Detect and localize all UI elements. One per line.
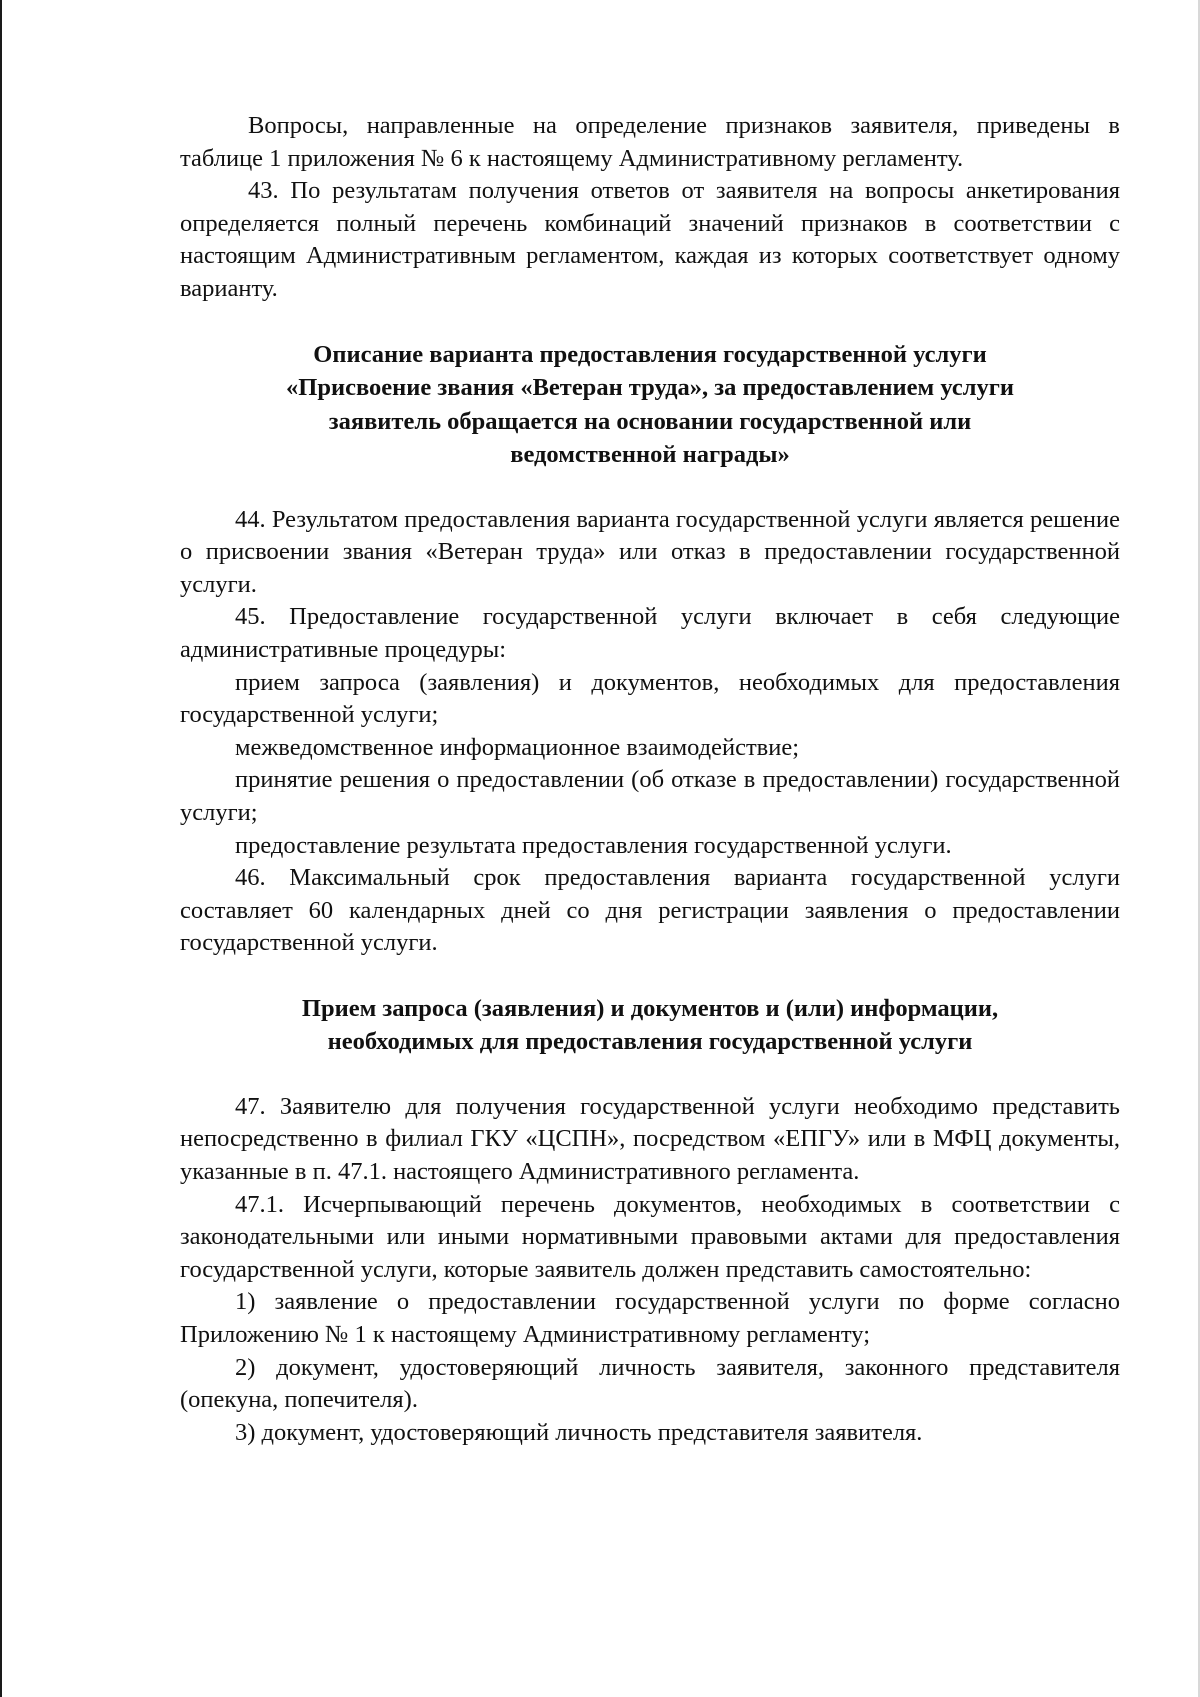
document-body bbox=[180, 110, 1120, 1449]
paragraph-45: 45. Предоставление государственной услуги включает в себя следующие административные процедуры: bbox=[180, 603, 1120, 663]
paragraph-questions-intro: Вопросы, направленные на определение признаков заявителя, приведены в таблице 1 приложения № 6 к настоящему Административному регламенту. bbox=[180, 112, 1120, 172]
section-title-line: ведомственной награды» bbox=[510, 441, 790, 469]
section-title-line: «Присвоение звания «Ветеран труда», за предоставлением услуги bbox=[286, 374, 1014, 402]
section-title-line: Прием запроса (заявления) и документов и (или) информации, bbox=[301, 994, 999, 1022]
document-list-item-3: 3) документ, удостоверяющий личность представителя заявителя. bbox=[235, 1418, 923, 1446]
section-title-line: заявитель обращается на основании государственной или bbox=[328, 407, 972, 435]
procedure-item-reception: прием запроса (заявления) и документов, необходимых для предоставления государственной услуги; bbox=[180, 668, 1120, 729]
section-title-line: Описание варианта предоставления государственной услуги bbox=[313, 340, 987, 368]
procedure-item-result: предоставление результата предоставления государственной услуги. bbox=[235, 831, 952, 859]
section-title-variant-description bbox=[180, 338, 1120, 472]
document-list-item-1: 1) заявление о предоставлении государственной услуги по форме согласно Приложению № 1 к настоящему Административному регламенту; bbox=[180, 1288, 1120, 1349]
section-title-line: необходимых для предоставления государственной услуги bbox=[327, 1028, 973, 1056]
section-title-request-reception bbox=[180, 992, 1120, 1059]
paragraph-46: 46. Максимальный срок предоставления варианта государственной услуги составляет 60 календарных дней со дня регистрации заявления о предоставлении государственной услуги. bbox=[180, 864, 1120, 957]
paragraph-43: 43. По результатам получения ответов от заявителя на вопросы анкетирования определяется полный перечень комбинаций значений признаков в соответствии с настоящим Административным регламентом, каждая из которых соответствует одному варианту. bbox=[180, 177, 1120, 302]
paragraph-44: 44. Результатом предоставления варианта государственной услуги является решение о присвоении звания «Ветеран труда» или отказ в предоставлении государственной услуги. bbox=[180, 505, 1120, 598]
paragraph-47-1: 47.1. Исчерпывающий перечень документов, необходимых в соответствии с законодательными или иными нормативными правовыми актами для предоставления государственной услуги, которые заявитель должен представить самостоятельно: bbox=[180, 1190, 1120, 1283]
document-list-item-2: 2) документ, удостоверяющий личность заявителя, законного представителя (опекуна, попечителя). bbox=[180, 1353, 1120, 1414]
scan-edge-left bbox=[0, 0, 2, 1697]
paragraph-47: 47. Заявителю для получения государственной услуги необходимо представить непосредственно в филиал ГКУ «ЦСПН», посредством «ЕПГУ» или в МФЦ документы, указанные в п. 47.1. настоящего Административного регламента. bbox=[180, 1092, 1120, 1186]
procedure-item-interagency: межведомственное информационное взаимодействие; bbox=[235, 733, 800, 761]
procedure-item-decision: принятие решения о предоставлении (об отказе в предоставлении) государственной услуги; bbox=[180, 766, 1120, 826]
